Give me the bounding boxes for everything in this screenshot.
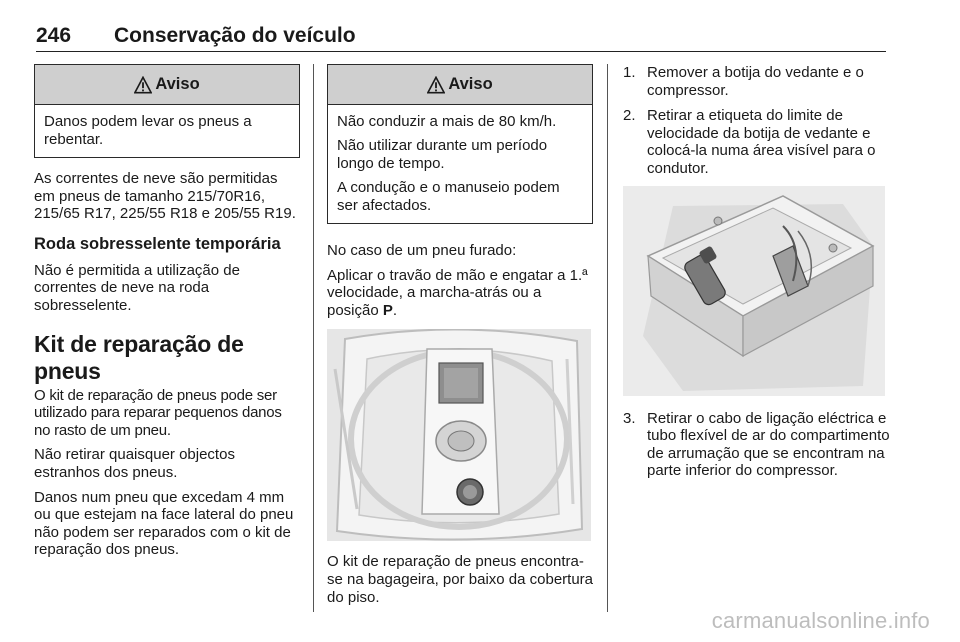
steps-list-continued <box>623 410 891 480</box>
warning-text-handling: A condução e o manuseio podem ser afectados. <box>337 179 560 214</box>
gear-position-p: P <box>382 301 393 319</box>
warning-body <box>328 105 592 223</box>
compressor-compartment-illustration <box>623 186 885 396</box>
step-text: Remover a botija do vedante e o compressor. <box>647 64 864 99</box>
paragraph-spare-wheel: Não é permitida a utilização de correntes de neve na roda sobresselente. <box>34 261 240 314</box>
warning-body <box>35 105 299 157</box>
warning-heading <box>328 65 592 105</box>
paragraph-handbrake <box>327 267 593 320</box>
column-2 <box>327 64 593 613</box>
warning-heading-label: Aviso <box>155 75 200 93</box>
column-divider-1 <box>313 64 314 612</box>
paragraph-damage-limits: Danos num pneu que excedam 4 mm ou que estejam na face lateral do pneu não podem ser reparados com o kit de reparação dos pneus. <box>34 488 294 559</box>
subheading-spare-wheel: Roda sobresselente temporária <box>34 234 281 253</box>
column-divider-2 <box>607 64 608 612</box>
list-item <box>623 107 891 177</box>
paragraph-kit-usage: O kit de reparação de pneus pode ser utilizado para reparar pequenos danos no rasto de um pneu. <box>34 386 282 439</box>
warning-heading-label: Aviso <box>448 75 493 93</box>
step-number: 3. <box>623 409 636 427</box>
handbrake-text-end: . <box>392 301 398 319</box>
warning-triangle-icon <box>134 76 152 94</box>
trunk-repair-kit-illustration <box>327 329 591 541</box>
warning-triangle-icon <box>427 76 445 94</box>
warning-heading <box>35 65 299 105</box>
watermark: carmanualsonline.info <box>711 608 930 633</box>
list-item <box>623 64 891 99</box>
warning-box-2 <box>327 64 593 224</box>
step-number: 2. <box>623 107 636 125</box>
paragraph-kit-location: O kit de reparação de pneus encontra-se na bagageira, por baixo da cobertura do piso. <box>327 553 594 606</box>
warning-box-1 <box>34 64 300 158</box>
page-header <box>36 22 886 52</box>
list-item <box>623 410 891 480</box>
warning-text: Danos podem levar os pneus a rebentar. <box>44 113 252 148</box>
column-1 <box>34 64 300 566</box>
page-title: Conservação do veículo <box>114 24 356 47</box>
page-number: 246 <box>36 24 72 47</box>
warning-text-speed: Não conduzir a mais de 80 km/h. <box>337 113 557 130</box>
steps-list <box>623 64 891 178</box>
paragraph-snow-chains: As correntes de neve são permitidas em pneus de tamanho 215/70R16, 215/65 R17, 225/55 R18 e 205/55 R19. <box>34 170 296 223</box>
handbrake-text: Aplicar o travão de mão e engatar a 1.ª velocidade, a marcha-atrás ou a posição <box>327 266 588 319</box>
step-text: Retirar o cabo de ligação eléctrica e tubo flexível de ar do compartimento de arrumação que se encontram na parte inferior do compressor. <box>647 409 890 480</box>
paragraph-flat-tyre: No caso de um pneu furado: <box>327 242 517 259</box>
warning-text-duration: Não utilizar durante um período longo de tempo. <box>337 137 548 172</box>
column-3 <box>623 64 891 488</box>
section-title-repair-kit: Kit de reparação de pneus <box>34 330 244 384</box>
step-number: 1. <box>623 64 636 81</box>
step-text: Retirar a etiqueta do limite de velocidade da botija de vedante e colocá-la numa área visível para o condutor. <box>647 107 876 177</box>
paragraph-foreign-objects: Não retirar quaisquer objectos estranhos dos pneus. <box>34 446 235 481</box>
